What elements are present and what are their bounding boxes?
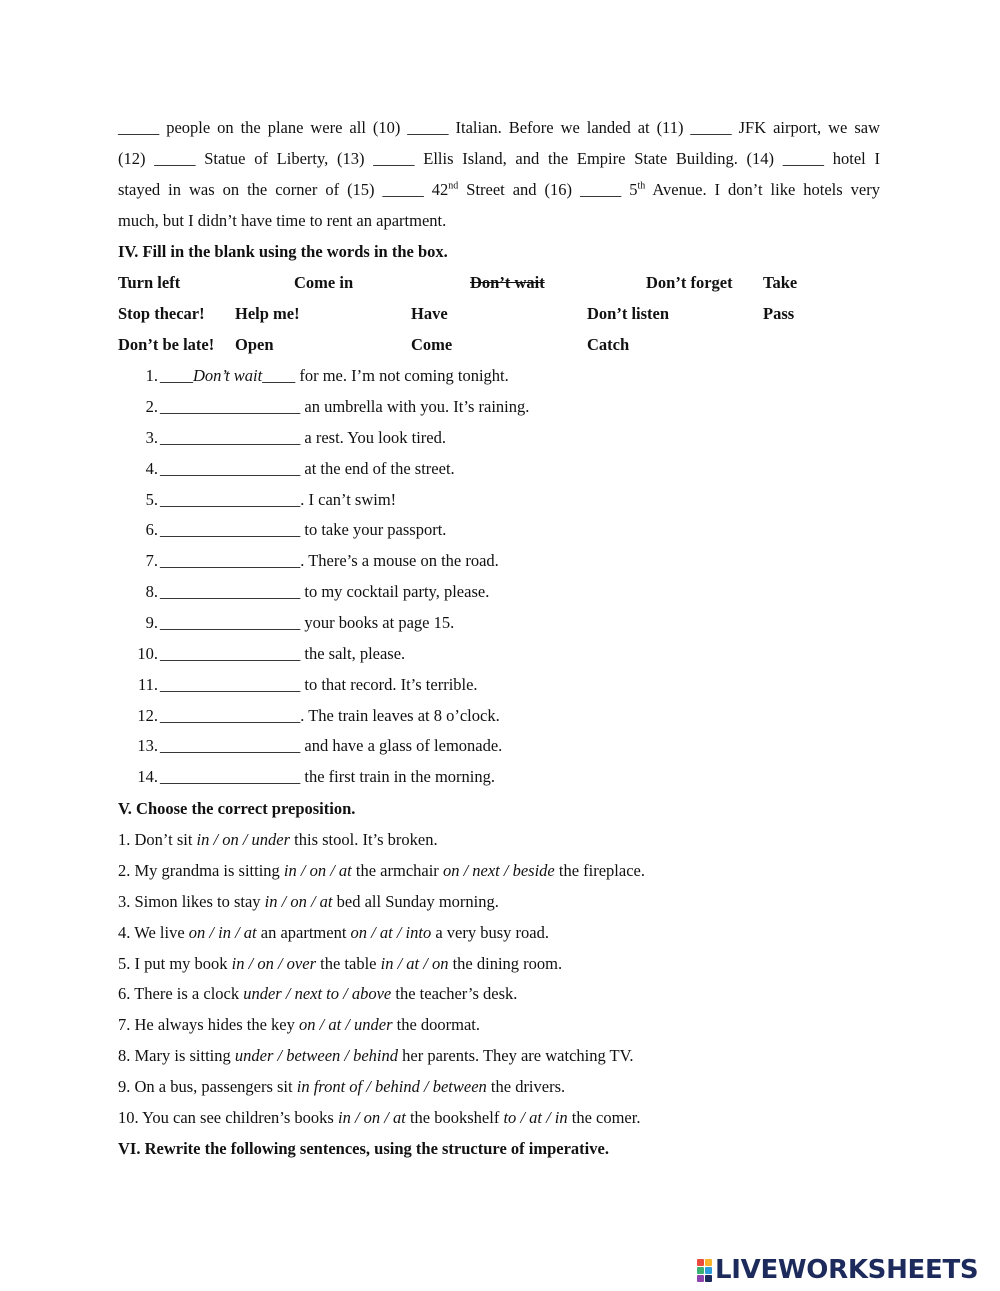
item-text[interactable]: _________________ to that record. It’s terrible. (160, 675, 478, 694)
preposition-options[interactable]: in / on / over (231, 954, 316, 973)
section-iv-heading: IV. Fill in the blank using the words in the box. (118, 242, 448, 261)
item-text[interactable]: _________________. There’s a mouse on the road. (160, 551, 499, 570)
sentence-part: the doormat. (392, 1015, 481, 1034)
sentence-part: 3. Simon likes to stay (118, 892, 265, 911)
section-v-heading: V. Choose the correct preposition. (118, 799, 356, 818)
item-text[interactable]: _________________ your books at page 15. (160, 613, 455, 632)
item-number: 14. (137, 767, 158, 786)
sentence-part: the drivers. (486, 1077, 566, 1096)
logo-block (697, 1275, 704, 1282)
logo-block (705, 1259, 712, 1266)
word-box-item: Don’t listen (587, 304, 670, 323)
preposition-item (118, 830, 880, 850)
passage-text: (12) _____ Statue of Liberty, (13) _____ Ellis Island, and the Empire State Building. (14) _____ hotel I (118, 149, 880, 168)
passage-line-4 (118, 211, 880, 231)
sentence-part: 8. Mary is sitting (118, 1046, 235, 1065)
word-box-item: Come in (294, 273, 354, 292)
item-text[interactable]: _________________ to my cocktail party, please. (160, 582, 490, 601)
passage-line-1 (118, 118, 880, 138)
preposition-options[interactable]: in / on / under (196, 830, 291, 849)
item-text[interactable]: _________________ the salt, please. (160, 644, 406, 663)
item-text[interactable]: _________________ to take your passport. (160, 520, 447, 539)
preposition-options[interactable]: on / next / beside (442, 861, 555, 880)
sentence-part: the armchair (351, 861, 443, 880)
logo-block (697, 1267, 704, 1274)
item-number: 9. (145, 613, 158, 632)
item-number: 1. (145, 366, 158, 385)
preposition-item (118, 954, 880, 974)
passage-text: stayed in was on the corner of (15) _____ 42 (118, 180, 449, 199)
preposition-options[interactable]: in / on / at (283, 861, 352, 880)
passage-text: Avenue. I don’t like hotels very (645, 180, 880, 199)
sentence-part: the bookshelf (405, 1108, 504, 1127)
preposition-options[interactable]: on / at / under (299, 1015, 393, 1034)
item-text[interactable]: _________________ a rest. You look tired. (160, 428, 446, 447)
sentence-part: the teacher’s desk. (391, 984, 518, 1003)
sentence-part: this stool. It’s broken. (290, 830, 438, 849)
item-rest: ____ for me. I’m not coming tonight. (262, 366, 509, 385)
preposition-item (118, 861, 880, 881)
passage-text: Street and (16) _____ 5 (458, 180, 638, 199)
item-number: 4. (145, 459, 158, 478)
item-number: 11. (137, 675, 158, 694)
word-box-item: Don’t forget (646, 273, 733, 292)
item-text[interactable]: _________________. The train leaves at 8 o’clock. (160, 706, 500, 725)
passage-line-3 (118, 180, 880, 200)
example-answer: Don’t wait (193, 366, 263, 385)
item-text[interactable]: _________________ an umbrella with you. It’s raining. (160, 397, 530, 416)
preposition-options[interactable]: on / in / at (188, 923, 257, 942)
sentence-part: an apartment (256, 923, 351, 942)
item-text[interactable]: _________________ the first train in the morning. (160, 767, 496, 786)
item-number: 8. (145, 582, 158, 601)
passage-text: much, but I didn’t have time to rent an apartment. (118, 211, 447, 230)
preposition-item (118, 1015, 880, 1035)
sentence-part: the fireplace. (554, 861, 645, 880)
logo-blocks-icon (697, 1259, 712, 1282)
preposition-item (118, 1108, 880, 1128)
preposition-item (118, 923, 880, 943)
item-text[interactable]: _________________ and have a glass of lemonade. (160, 736, 503, 755)
preposition-options[interactable]: under / next to / above (243, 984, 392, 1003)
item-text[interactable]: _________________. I can’t swim! (160, 490, 397, 509)
word-box-item: Open (235, 335, 274, 354)
preposition-options[interactable]: in / on / at (264, 892, 333, 911)
item-number: 3. (145, 428, 158, 447)
liveworksheets-logo (697, 1256, 978, 1284)
word-box-item: Don’t be late! (118, 335, 215, 354)
preposition-options[interactable]: on / at / into (350, 923, 432, 942)
sentence-part: a very busy road. (431, 923, 549, 942)
word-box-item: Turn left (118, 273, 181, 292)
item-number: 7. (145, 551, 158, 570)
preposition-options[interactable]: to / at / in (503, 1108, 568, 1127)
preposition-item (118, 1046, 880, 1066)
sentence-part: 7. He always hides the key (118, 1015, 299, 1034)
word-box-item: Take (763, 273, 798, 292)
word-box-item: Catch (587, 335, 630, 354)
preposition-options[interactable]: in / on / at (337, 1108, 406, 1127)
section-vi-heading: VI. Rewrite the following sentences, using the structure of imperative. (118, 1139, 609, 1158)
item-text[interactable]: _________________ at the end of the street. (160, 459, 455, 478)
word-box-item: Have (411, 304, 448, 323)
preposition-options[interactable]: in front of / behind / between (296, 1077, 487, 1096)
sentence-part: 6. There is a clock (118, 984, 244, 1003)
sentence-part: 5. I put my book (118, 954, 232, 973)
word-box-item: Stop thecar! (118, 304, 205, 323)
sentence-part: 4. We live (118, 923, 189, 942)
preposition-options[interactable]: under / between / behind (234, 1046, 399, 1065)
item-number: 6. (145, 520, 158, 539)
word-box-item-used: Don’t wait (470, 273, 545, 292)
logo-text: LIVEWORKSHEETS (715, 1255, 979, 1285)
preposition-item (118, 1077, 880, 1097)
sentence-part: the comer. (567, 1108, 641, 1127)
sentence-part: 1. Don’t sit (118, 830, 197, 849)
word-box-item: Pass (763, 304, 795, 323)
superscript: th (637, 180, 646, 192)
preposition-item (118, 892, 880, 912)
sentence-part: the table (316, 954, 381, 973)
item-number: 2. (145, 397, 158, 416)
sentence-part: bed all Sunday morning. (332, 892, 499, 911)
superscript: nd (448, 180, 459, 192)
sentence-part: her parents. They are watching TV. (398, 1046, 634, 1065)
logo-block (705, 1267, 712, 1274)
logo-block (705, 1275, 712, 1282)
item-number: 10. (137, 644, 158, 663)
blank: ____ (160, 366, 193, 385)
sentence-part: 2. My grandma is sitting (118, 861, 284, 880)
word-box-item: Help me! (235, 304, 300, 323)
passage-line-2 (118, 149, 880, 169)
sentence-part: 9. On a bus, passengers sit (118, 1077, 297, 1096)
item-number: 13. (137, 736, 158, 755)
item-number: 5. (145, 490, 158, 509)
preposition-options[interactable]: in / at / on (380, 954, 449, 973)
preposition-item (118, 984, 880, 1004)
item-number: 12. (137, 706, 158, 725)
logo-block (697, 1259, 704, 1266)
word-box-item: Come (411, 335, 453, 354)
item-text (160, 366, 509, 386)
sentence-part: the dining room. (448, 954, 563, 973)
passage-text: _____ people on the plane were all (10) _____ Italian. Before we landed at (11) _____ JFK airport, we saw (118, 118, 880, 137)
sentence-part: 10. You can see children’s books (118, 1108, 338, 1127)
